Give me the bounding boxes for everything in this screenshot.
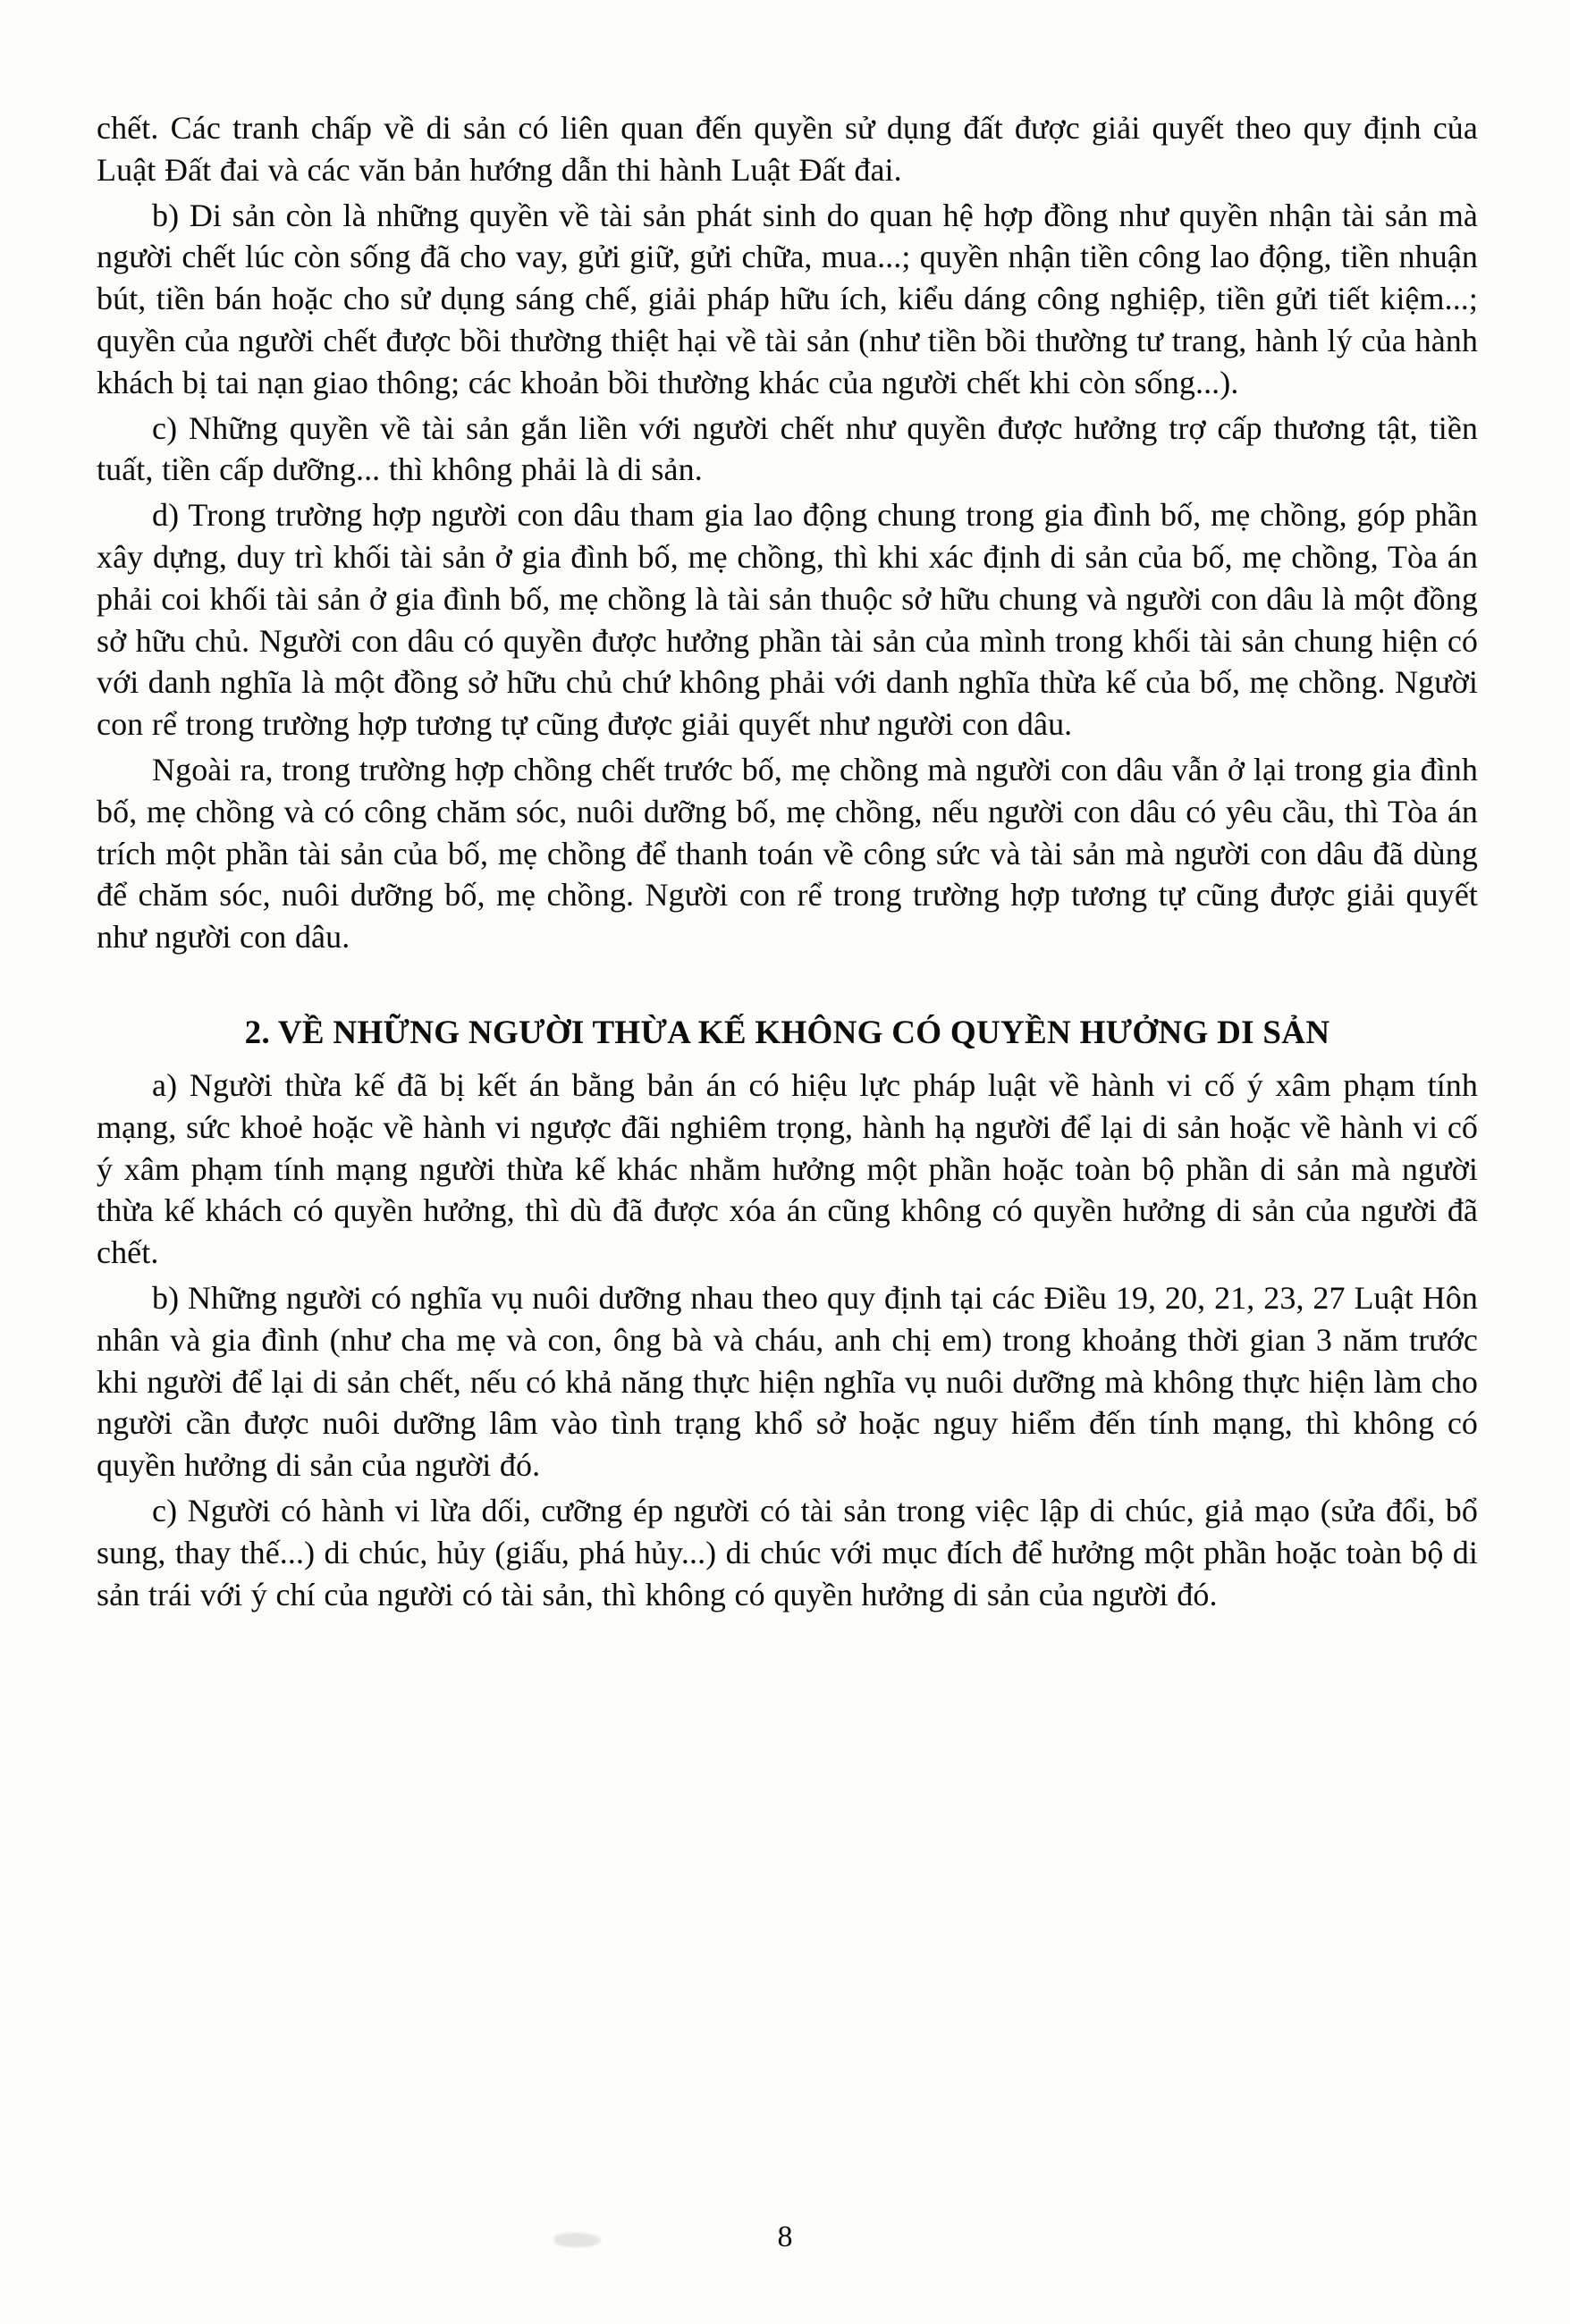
paragraph-item-d: d) Trong trường hợp người con dâu tham gia lao động chung trong gia đình bố, mẹ chồng, góp phần xây dựng, duy trì khối tài sản ở gia đình bố, mẹ chồng, thì khi xác định di sản của bố, mẹ chồng, Tòa án phải coi khối tài sản ở gia đình bố, mẹ chồng là tài sản thuộc sở hữu chung và người con dâu là một đồng sở hữu chủ. Người con dâu có quyền được hưởng phần tài sản của mình trong khối tài sản chung hiện có với danh nghĩa là một đồng sở hữu chủ chứ không phải với danh nghĩa thừa kế của bố, mẹ chồng. Người con rể trong trường hợp tương tự cũng được giải quyết như người con dâu. (97, 497, 1478, 743)
paragraph-item-b: b) Di sản còn là những quyền về tài sản phát sinh do quan hệ hợp đồng như quyền nhận tài sản mà người chết lúc còn sống đã cho vay, gửi giữ, gửi chữa, mua...; quyền nhận tiền công lao động, tiền nhuận bút, tiền bán hoặc cho sử dụng sáng chế, giải pháp hữu ích, kiểu dáng công nghiệp, tiền gửi tiết kiệm...; quyền của người chết được bồi thường thiệt hại về tài sản (như tiền bồi thường tư trang, hành lý của hành khách bị tai nạn giao thông; các khoản bồi thường khác của người chết khi còn sống...). (97, 197, 1478, 400)
page-number: 8 (777, 2220, 793, 2253)
paragraph-additional: Ngoài ra, trong trường hợp chồng chết trước bố, mẹ chồng mà người con dâu vẫn ở lại trong gia đình bố, mẹ chồng và có công chăm sóc, nuôi dưỡng bố, mẹ chồng, nếu người con dâu có yêu cầu, thì Tòa án trích một phần tài sản của bố, mẹ chồng để thanh toán về công sức và tài sản mà người con dâu đã dùng để chăm sóc, nuôi dưỡng bố, mẹ chồng. Người con rể trong trường hợp tương tự cũng được giải quyết như người con dâu. (97, 751, 1478, 956)
section-paragraph-item-a: a) Người thừa kế đã bị kết án bằng bản án có hiệu lực pháp luật về hành vi cố ý xâm phạm tính mạng, sức khoẻ hoặc về hành vi ngược đãi nghiêm trọng, hành hạ người để lại di sản hoặc về hành vi cố ý xâm phạm tính mạng người thừa kế khác nhằm hưởng một phần hoặc toàn bộ phần di sản mà người thừa kế khách có quyền hưởng, thì dù đã được xóa án cũng không có quyền hưởng di sản của người đã chết. (97, 1066, 1478, 1271)
page-body (97, 107, 1478, 1619)
paragraph-continuation: chết. Các tranh chấp về di sản có liên quan đến quyền sử dụng đất được giải quyết theo quy định của Luật Đất đai và các văn bản hướng dẫn thi hành Luật Đất đai. (97, 110, 1478, 188)
section-heading: 2. VỀ NHỮNG NGƯỜI THỪA KẾ KHÔNG CÓ QUYỀN HƯỞNG DI SẢN (244, 1014, 1330, 1051)
section-paragraph-item-b: b) Những người có nghĩa vụ nuôi dưỡng nhau theo quy định tại các Điều 19, 20, 21, 23, 27 Luật Hôn nhân và gia đình (như cha mẹ và con, ông bà và cháu, anh chị em) trong khoảng thời gian 3 năm trước khi người để lại di sản chết, nếu có khả năng thực hiện nghĩa vụ nuôi dưỡng mà không thực hiện làm cho người cần được nuôi dưỡng lâm vào tình trạng khổ sở hoặc nguy hiểm đến tính mạng, thì không có quyền hưởng di sản của người đó. (97, 1279, 1478, 1484)
paragraph-item-c: c) Những quyền về tài sản gắn liền với người chết như quyền được hưởng trợ cấp thương tật, tiền tuất, tiền cấp dưỡng... thì không phải là di sản. (97, 409, 1478, 488)
section-paragraph-item-c: c) Người có hành vi lừa dối, cưỡng ép người có tài sản trong việc lập di chúc, giả mạo (sửa đổi, bổ sung, thay thế...) di chúc, hủy (giấu, phá hủy...) di chúc với mục đích để hưởng một phần hoặc toàn bộ di sản trái với ý chí của người có tài sản, thì không có quyền hưởng di sản của người đó. (97, 1492, 1478, 1612)
